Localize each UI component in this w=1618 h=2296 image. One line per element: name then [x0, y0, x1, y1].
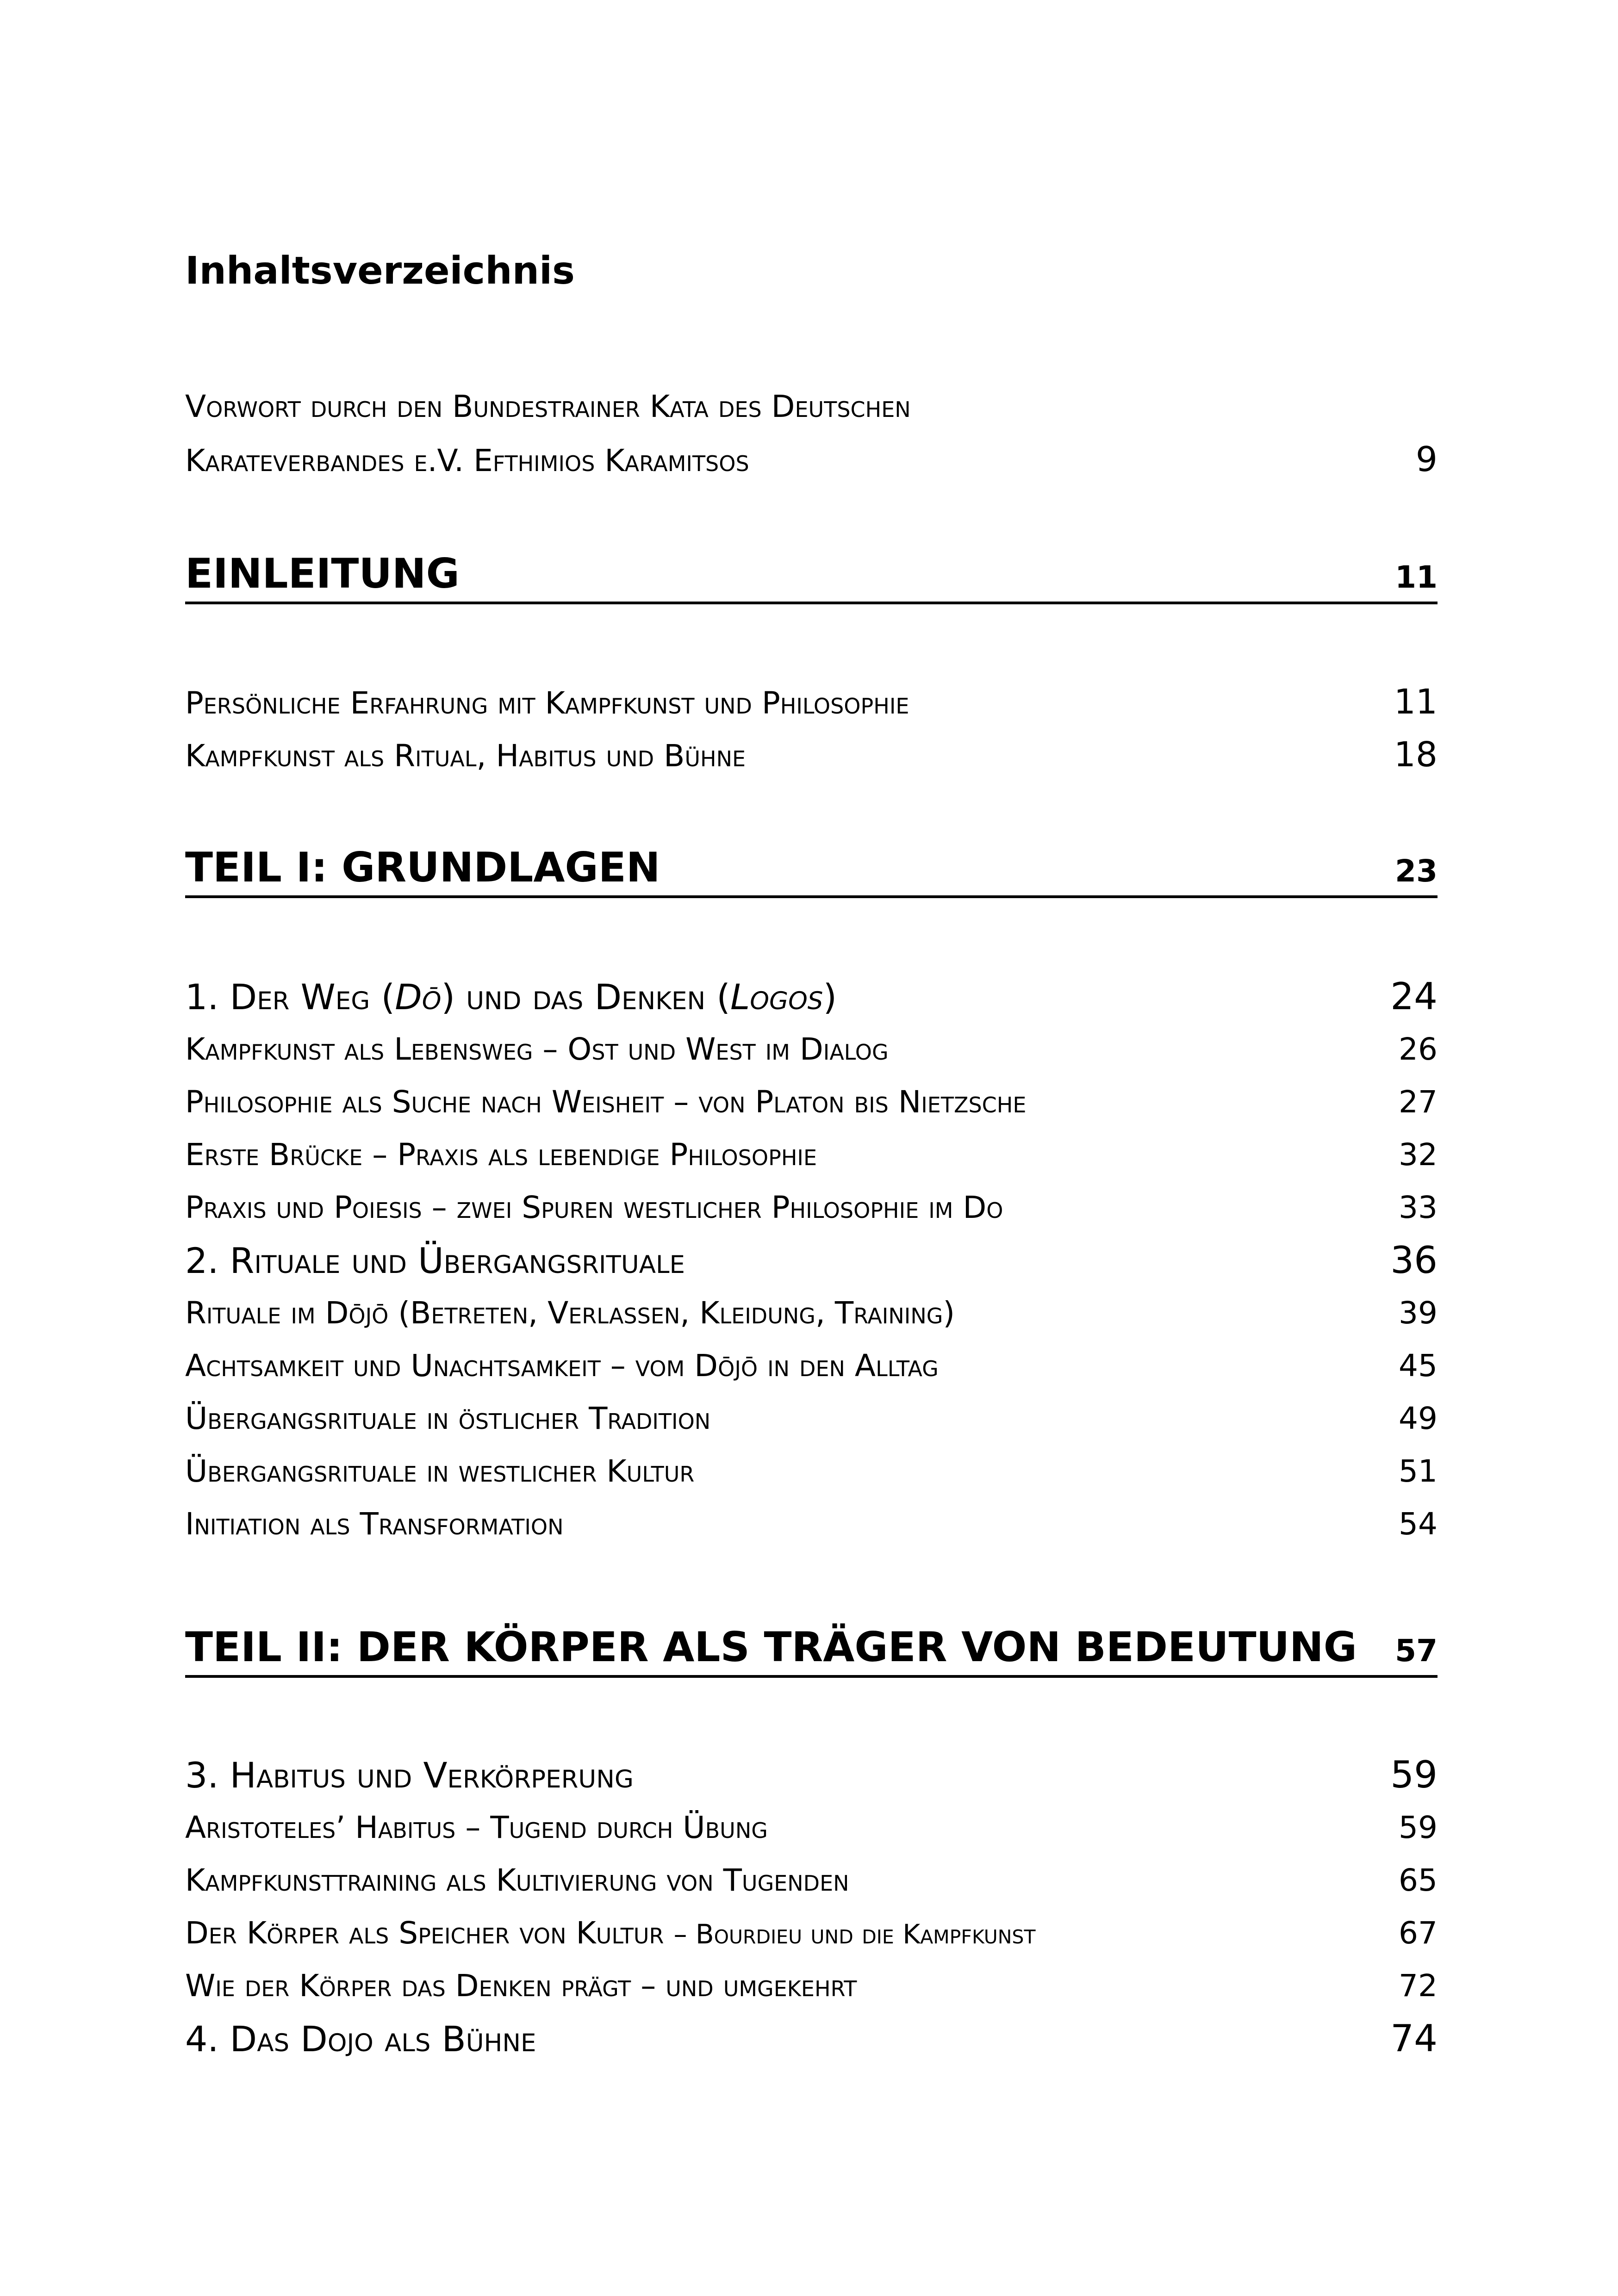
toc-chapter-3[interactable]: [185, 1749, 1438, 1801]
entry-title: Kampfkunsttraining als Kultivierung von Tugenden: [185, 1862, 849, 1898]
heading-page: 23: [1395, 853, 1438, 889]
entry-page: 18: [1394, 735, 1438, 775]
heading-page: 11: [1395, 559, 1438, 595]
toc-entry[interactable]: [185, 1907, 1438, 1960]
entry-title: Persönliche Erfahrung mit Kampfkunst und Philosophie: [185, 685, 909, 721]
entry-page: 54: [1399, 1506, 1438, 1542]
do-term: Dō: [395, 976, 442, 1018]
heading-title: TEIL I: GRUNDLAGEN: [185, 844, 660, 891]
entry-title: Praxis und Poiesis – zwei Spuren westlicher Philosophie im Do: [185, 1190, 1003, 1225]
entry-title: Aristoteles’ Habitus – Tugend durch Übung: [185, 1810, 768, 1845]
entry-page: 32: [1399, 1137, 1438, 1173]
entry-page: 24: [1390, 975, 1438, 1018]
toc-page: [185, 0, 1438, 2296]
toc-entry[interactable]: [185, 1340, 1438, 1392]
entry-title: Wie der Körper das Denken prägt – und umgekehrt: [185, 1968, 857, 2004]
entry-page: 59: [1399, 1810, 1438, 1845]
toc-entry[interactable]: [185, 1129, 1438, 1181]
entry-page: 11: [1394, 682, 1438, 722]
toc-chapter-2[interactable]: [185, 1234, 1438, 1287]
toc-entry[interactable]: [185, 1023, 1438, 1076]
entry-title: Der Körper als Speicher von Kultur – Bourdieu und die Kampfkunst: [185, 1915, 1036, 1951]
heading-page: 57: [1395, 1633, 1438, 1669]
entry-title: 3. Habitus und Verkörperung: [185, 1755, 634, 1796]
toc-entry[interactable]: [185, 1498, 1438, 1551]
entry-title: Übergangsrituale in östlicher Tradition: [185, 1401, 711, 1436]
toc-entry[interactable]: [185, 1287, 1438, 1340]
entry-title: Übergangsrituale in westlicher Kultur: [185, 1453, 695, 1489]
toc-chapter-4[interactable]: [185, 2012, 1438, 2065]
entry-page: 45: [1399, 1348, 1438, 1384]
entry-title: Erste Brücke – Praxis als lebendige Philosophie: [185, 1137, 817, 1173]
entry-page: 36: [1390, 1239, 1438, 1282]
toc-heading-part1[interactable]: [185, 840, 1438, 898]
logos-term: Logos: [730, 976, 823, 1018]
entry-title: Kampfkunst als Lebensweg – Ost und West im Dialog: [185, 1031, 889, 1067]
toc-entry-foreword[interactable]: [185, 380, 1438, 487]
entry-title: Initiation als Transformation: [185, 1506, 564, 1542]
entry-page: 65: [1399, 1862, 1438, 1898]
toc-title: Inhaltsverzeichnis: [185, 249, 575, 293]
entry-page: 67: [1399, 1915, 1438, 1951]
entry-title: Rituale im Dōjō (Betreten, Verlassen, Kleidung, Training): [185, 1295, 955, 1331]
toc-heading-part2[interactable]: [185, 1620, 1438, 1678]
toc-entry[interactable]: [185, 1445, 1438, 1498]
entry-page: 26: [1399, 1031, 1438, 1067]
toc-entry[interactable]: [185, 1801, 1438, 1854]
toc-entry[interactable]: [185, 1960, 1438, 2012]
entry-title: Philosophie als Suche nach Weisheit – von Platon bis Nietzsche: [185, 1084, 1027, 1120]
toc-entry[interactable]: [185, 1392, 1438, 1445]
entry-page: 27: [1399, 1084, 1438, 1120]
entry-page: 59: [1390, 1753, 1438, 1796]
heading-title: TEIL II: DER KÖRPER ALS TRÄGER VON BEDEUTUNG: [185, 1623, 1357, 1671]
foreword-page: 9: [1415, 440, 1438, 479]
toc-chapter-1[interactable]: [185, 970, 1438, 1023]
entry-page: 49: [1399, 1401, 1438, 1436]
entry-title: Kampfkunst als Ritual, Habitus und Bühne: [185, 738, 746, 774]
entry-subtitle: – Bourdieu und die Kampfkunst: [673, 1918, 1036, 1950]
entry-title: 4. Das Dojo als Bühne: [185, 2018, 536, 2060]
toc-entry[interactable]: [185, 1076, 1438, 1129]
foreword-title-line1: Vorwort durch den Bundestrainer Kata des Deutschen: [185, 389, 911, 424]
heading-title: EINLEITUNG: [185, 550, 460, 597]
entry-page: 33: [1399, 1190, 1438, 1225]
entry-page: 51: [1399, 1453, 1438, 1489]
entry-title: Achtsamkeit und Unachtsamkeit – vom Dōjō in den Alltag: [185, 1348, 939, 1384]
toc-entry[interactable]: [185, 1854, 1438, 1907]
entry-title: 2. Rituale und Übergangsrituale: [185, 1240, 685, 1281]
entry-page: 74: [1390, 2017, 1438, 2060]
entry-page: 72: [1399, 1968, 1438, 2004]
foreword-title-line2: Karateverbandes e.V. Efthimios Karamitsos: [185, 443, 749, 478]
entry-page: 39: [1399, 1295, 1438, 1331]
toc-entry[interactable]: [185, 728, 1438, 781]
toc-heading-einleitung[interactable]: [185, 546, 1438, 604]
toc-entry[interactable]: [185, 676, 1438, 728]
entry-title: 1. Der Weg (Dō) und das Denken (Logos): [185, 976, 837, 1018]
toc-entry[interactable]: [185, 1181, 1438, 1234]
